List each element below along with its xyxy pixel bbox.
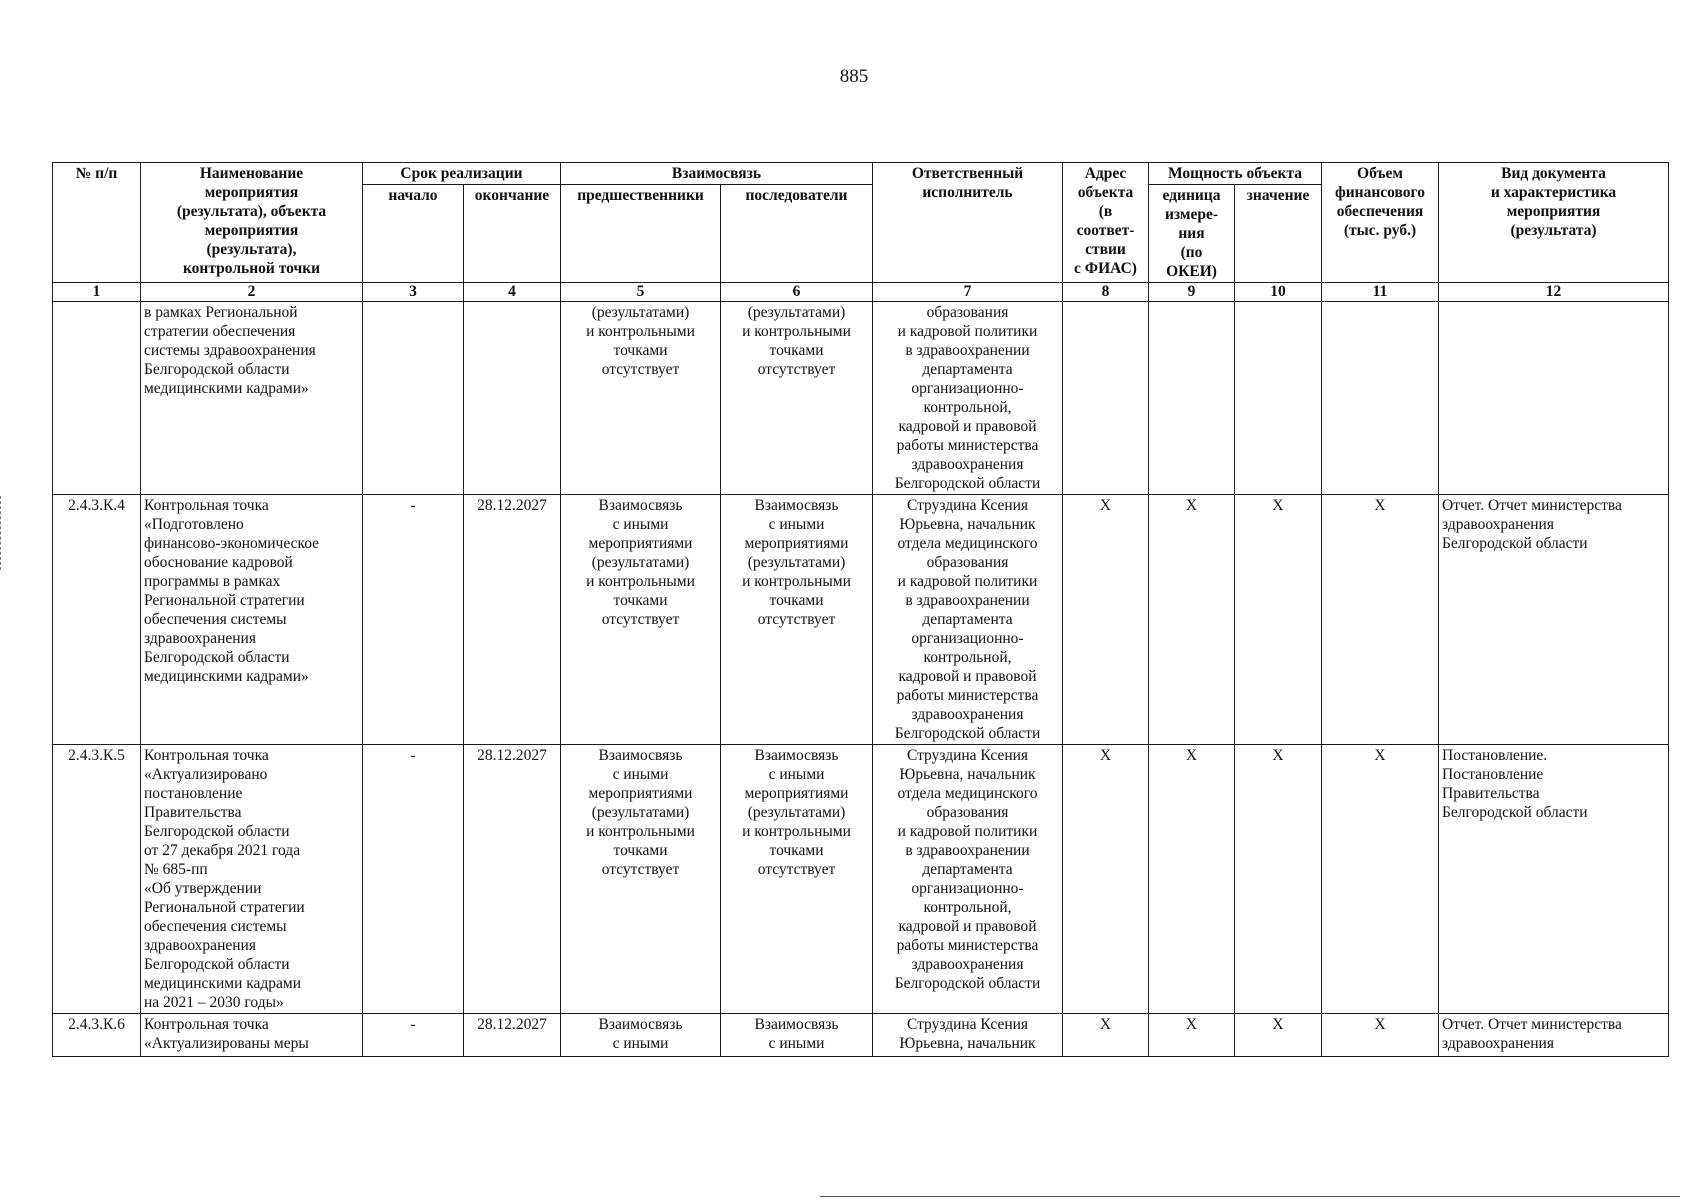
row-address: X: [1063, 745, 1149, 1014]
column-number: 9: [1149, 283, 1235, 302]
column-number: 2: [141, 283, 363, 302]
column-number: 1: [53, 283, 141, 302]
page-number: 885: [839, 66, 869, 87]
row-value: X: [1235, 745, 1322, 1014]
row-successors: Взаимосвязь с иными мероприятиями (результатами) и контрольными точками отсутствует: [721, 745, 873, 1014]
row-predecessors: Взаимосвязь с иными мероприятиями (результатами) и контрольными точками отсутствует: [561, 495, 721, 745]
row-unit: [1149, 302, 1235, 495]
header-unit: единица измере- ния (по ОКЕИ): [1149, 185, 1235, 283]
row-end: [464, 302, 561, 495]
row-start: -: [363, 1014, 464, 1057]
column-number: 11: [1322, 283, 1439, 302]
header-name: Наименование мероприятия (результата), объекта мероприятия (результата), контрольной точки: [141, 163, 363, 283]
column-number-row: [53, 283, 1669, 302]
header-period: Срок реализации: [363, 163, 561, 185]
row-value: X: [1235, 495, 1322, 745]
row-funding: X: [1322, 495, 1439, 745]
row-end: 28.12.2027: [464, 1014, 561, 1057]
column-number: 5: [561, 283, 721, 302]
row-successors: Взаимосвязь с иными мероприятиями (результатами) и контрольными точками отсутствует: [721, 495, 873, 745]
header-responsible: Ответственный исполнитель: [873, 163, 1063, 283]
row-doc-type: Отчет. Отчет министерства здравоохранения: [1439, 1014, 1669, 1057]
row-responsible: образования и кадровой политики в здравоохранении департамента организационно- контрольной, кадровой и правовой работы министерства здравоохранения Белгородской области: [873, 302, 1063, 495]
column-number: 7: [873, 283, 1063, 302]
row-responsible: Струздина Ксения Юрьевна, начальник: [873, 1014, 1063, 1057]
table-row: [53, 745, 1669, 1014]
column-number: 6: [721, 283, 873, 302]
scan-margin-mark: [0, 496, 3, 570]
header-address: Адрес объекта (в соответ- ствии с ФИАС): [1063, 163, 1149, 283]
row-funding: X: [1322, 1014, 1439, 1057]
row-unit: X: [1149, 1014, 1235, 1057]
row-number: 2.4.3.К.4: [53, 495, 141, 745]
column-number: 8: [1063, 283, 1149, 302]
column-number: 10: [1235, 283, 1322, 302]
row-unit: X: [1149, 495, 1235, 745]
row-predecessors: (результатами) и контрольными точками отсутствует: [561, 302, 721, 495]
row-successors: Взаимосвязь с иными: [721, 1014, 873, 1057]
column-number: 12: [1439, 283, 1669, 302]
header-value: значение: [1235, 185, 1322, 283]
header-doc-type: Вид документа и характеристика мероприятия (результата): [1439, 163, 1669, 283]
header-capacity: Мощность объекта: [1149, 163, 1322, 185]
column-number: 3: [363, 283, 464, 302]
table-row: [53, 495, 1669, 745]
row-start: -: [363, 495, 464, 745]
row-address: X: [1063, 495, 1149, 745]
header-end: окончание: [464, 185, 561, 283]
column-number: 4: [464, 283, 561, 302]
header-no: № п/п: [53, 163, 141, 283]
row-number: [53, 302, 141, 495]
events-table: [52, 162, 1669, 1057]
row-address: X: [1063, 1014, 1149, 1057]
row-end: 28.12.2027: [464, 745, 561, 1014]
row-doc-type: [1439, 302, 1669, 495]
row-start: -: [363, 745, 464, 1014]
row-funding: [1322, 302, 1439, 495]
header-funding: Объем финансового обеспечения (тыс. руб.): [1322, 163, 1439, 283]
row-name: Контрольная точка «Актуализированы меры: [141, 1014, 363, 1057]
row-doc-type: Отчет. Отчет министерства здравоохранения Белгородской области: [1439, 495, 1669, 745]
row-unit: X: [1149, 745, 1235, 1014]
row-value: X: [1235, 1014, 1322, 1057]
row-predecessors: Взаимосвязь с иными мероприятиями (результатами) и контрольными точками отсутствует: [561, 745, 721, 1014]
row-value: [1235, 302, 1322, 495]
row-responsible: Струздина Ксения Юрьевна, начальник отдела медицинского образования и кадровой политики в здравоохранении департамента организационно- контрольной, кадровой и правовой работы министерства здравоохранения Белгородской области: [873, 745, 1063, 1014]
row-predecessors: Взаимосвязь с иными: [561, 1014, 721, 1057]
table-row: [53, 302, 1669, 495]
row-name: Контрольная точка «Подготовлено финансово-экономическое обоснование кадровой программы в рамках Региональной стратегии обеспечения системы здравоохранения Белгородской области медицинскими кадрами»: [141, 495, 363, 745]
header-row-top: [53, 163, 1669, 185]
header-successors: последователи: [721, 185, 873, 283]
header-predecessors: предшественники: [561, 185, 721, 283]
row-end: 28.12.2027: [464, 495, 561, 745]
row-number: 2.4.3.К.6: [53, 1014, 141, 1057]
row-doc-type: Постановление. Постановление Правительства Белгородской области: [1439, 745, 1669, 1014]
row-start: [363, 302, 464, 495]
row-funding: X: [1322, 745, 1439, 1014]
header-relation: Взаимосвязь: [561, 163, 873, 185]
row-address: [1063, 302, 1149, 495]
row-number: 2.4.3.К.5: [53, 745, 141, 1014]
header-start: начало: [363, 185, 464, 283]
table-row: [53, 1014, 1669, 1057]
row-name: Контрольная точка «Актуализировано постановление Правительства Белгородской области от 27 декабря 2021 года № 685-пп «Об утверждении Региональной стратегии обеспечения системы здравоохранения Белгородской области медицинскими кадрами на 2021 – 2030 годы»: [141, 745, 363, 1014]
bottom-rule: [820, 1196, 1680, 1197]
row-name: в рамках Региональной стратегии обеспечения системы здравоохранения Белгородской области медицинскими кадрами»: [141, 302, 363, 495]
row-successors: (результатами) и контрольными точками отсутствует: [721, 302, 873, 495]
row-responsible: Струздина Ксения Юрьевна, начальник отдела медицинского образования и кадровой политики в здравоохранении департамента организационно- контрольной, кадровой и правовой работы министерства здравоохранения Белгородской области: [873, 495, 1063, 745]
